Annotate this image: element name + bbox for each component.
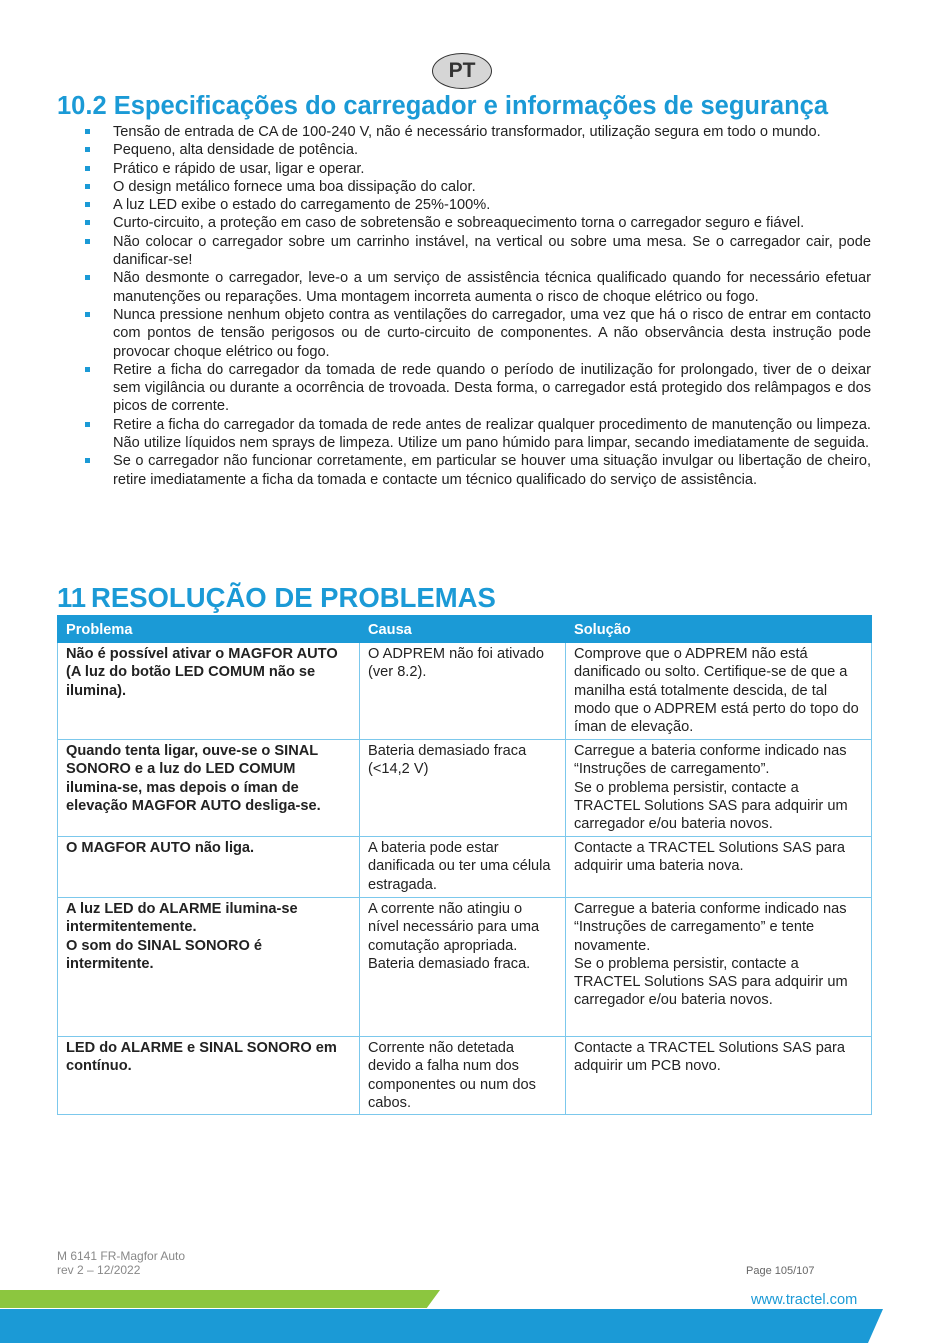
section-11-heading	[57, 582, 496, 614]
list-item: Retire a ficha do carregador da tomada de rede antes de realizar qualquer procedimento de manutenção ou limpeza. Não utilize líquidos nem sprays de limpeza. Utilize um pano húmido para limpar, secando imediatamente de seguida.	[57, 416, 871, 453]
problem-cell: Quando tenta ligar, ouve-se o SINAL SONORO e a luz do LED COMUM ilumina-se, mas depois o íman de elevação MAGFOR AUTO desliga-se.	[58, 740, 360, 837]
bullet-square-icon	[85, 367, 90, 372]
list-item: Prático e rápido de usar, ligar e operar.	[57, 160, 871, 178]
bullet-square-icon	[85, 166, 90, 171]
bullet-square-icon	[85, 184, 90, 189]
problem-cell: O MAGFOR AUTO não liga.	[58, 837, 360, 898]
solution-cell: Comprove que o ADPREM não está danificado ou solto. Certifique-se de que a manilha está totalmente descida, de tal modo que o ADPREM está perto do topo do íman de elevação.	[566, 643, 872, 740]
problem-cell: LED do ALARME e SINAL SONORO em contínuo.	[58, 1037, 360, 1115]
table-row	[58, 837, 872, 898]
list-item: Tensão de entrada de CA de 100-240 V, não é necessário transformador, utilização segura em todo o mundo.	[57, 123, 871, 141]
footer-doc-revision: rev 2 – 12/2022	[57, 1263, 141, 1277]
bullet-square-icon	[85, 202, 90, 207]
bullet-square-icon	[85, 275, 90, 280]
list-item: Se o carregador não funcionar corretamente, em particular se houver uma situação invulgar ou libertação de cheiro, retire imediatamente a ficha da tomada e contacte um técnico qualificado do serviço de assistência.	[57, 452, 871, 489]
problem-cell: A luz LED do ALARME ilumina-se intermitentemente. O som do SINAL SONORO é intermitente.	[58, 898, 360, 1037]
solution-cell: Carregue a bateria conforme indicado nas “Instruções de carregamento”. Se o problema persistir, contacte a TRACTEL Solutions SAS para adquirir um carregador e/ou bateria novos.	[566, 740, 872, 837]
language-badge: PT	[432, 53, 492, 89]
bullet-square-icon	[85, 422, 90, 427]
solution-cell: Contacte a TRACTEL Solutions SAS para adquirir um PCB novo.	[566, 1037, 872, 1115]
section-number: 11	[57, 582, 87, 613]
list-item: Não desmonte o carregador, leve-o a um serviço de assistência técnica qualificado quando for necessário efetuar manutenções ou reparações. Uma montagem incorreta aumenta o risco de choque elétrico ou fogo.	[57, 269, 871, 306]
cause-cell: Corrente não detetada devido a falha num dos componentes ou num dos cabos.	[360, 1037, 566, 1115]
troubleshooting-table	[57, 615, 872, 1115]
list-item: Retire a ficha do carregador da tomada de rede quando o período de inutilização for prolongado, tiver de o deixar sem vigilância ou durante a ocorrência de trovoada. Desta forma, o carregador está protegido dos relâmpagos e dos picos de corrente.	[57, 361, 871, 416]
table-row	[58, 740, 872, 837]
list-item: Pequeno, alta densidade de potência.	[57, 141, 871, 159]
column-header-solution: Solução	[566, 616, 872, 643]
bullet-square-icon	[85, 129, 90, 134]
cause-cell: O ADPREM não foi ativado (ver 8.2).	[360, 643, 566, 740]
table-row	[58, 898, 872, 1037]
column-header-problem: Problema	[58, 616, 360, 643]
solution-cell: Contacte a TRACTEL Solutions SAS para adquirir uma bateria nova.	[566, 837, 872, 898]
bullet-square-icon	[85, 147, 90, 152]
page-number: Page 105/107	[746, 1265, 815, 1277]
website-link[interactable]: www.tractel.com	[751, 1292, 858, 1308]
table-row	[58, 1037, 872, 1115]
cause-cell: A bateria pode estar danificada ou ter uma célula estragada.	[360, 837, 566, 898]
list-item: A luz LED exibe o estado do carregamento de 25%-100%.	[57, 196, 871, 214]
solution-cell: Carregue a bateria conforme indicado nas “Instruções de carregamento” e tente novamente. Se o problema persistir, contacte a TRACTEL Solutions SAS para adquirir um carregador e/ou bateria novos.	[566, 898, 872, 1037]
bullet-square-icon	[85, 239, 90, 244]
table-header-row	[58, 616, 872, 643]
list-item: Nunca pressione nenhum objeto contra as ventilações do carregador, uma vez que há o risco de entrar em contacto com pontos de tensão perigosos ou de curto-circuito de componentes. A não observância desta instrução pode provocar choque elétrico ou fogo.	[57, 306, 871, 361]
section-title: RESOLUÇÃO DE PROBLEMAS	[91, 582, 496, 613]
section-10-2-heading: 10.2 Especificações do carregador e informações de segurança	[57, 92, 829, 120]
footer-green-stripe	[0, 1290, 440, 1308]
bullet-square-icon	[85, 458, 90, 463]
safety-bullet-list	[57, 123, 871, 489]
bullet-square-icon	[85, 312, 90, 317]
list-item: Não colocar o carregador sobre um carrinho instável, na vertical ou sobre uma mesa. Se o carregador cair, pode danificar-se!	[57, 233, 871, 270]
footer-document-reference	[57, 1249, 185, 1277]
cause-cell: Bateria demasiado fraca (<14,2 V)	[360, 740, 566, 837]
list-item: O design metálico fornece uma boa dissipação do calor.	[57, 178, 871, 196]
footer-blue-stripe	[0, 1309, 950, 1343]
bullet-square-icon	[85, 220, 90, 225]
cause-cell: A corrente não atingiu o nível necessário para uma comutação apropriada. Bateria demasiado fraca.	[360, 898, 566, 1037]
footer-doc-title: M 6141 FR-Magfor Auto	[57, 1249, 186, 1263]
problem-cell: Não é possível ativar o MAGFOR AUTO (A luz do botão LED COMUM não se ilumina).	[58, 643, 360, 740]
table-row	[58, 643, 872, 740]
list-item: Curto-circuito, a proteção em caso de sobretensão e sobreaquecimento torna o carregador seguro e fiável.	[57, 214, 871, 232]
column-header-cause: Causa	[360, 616, 566, 643]
